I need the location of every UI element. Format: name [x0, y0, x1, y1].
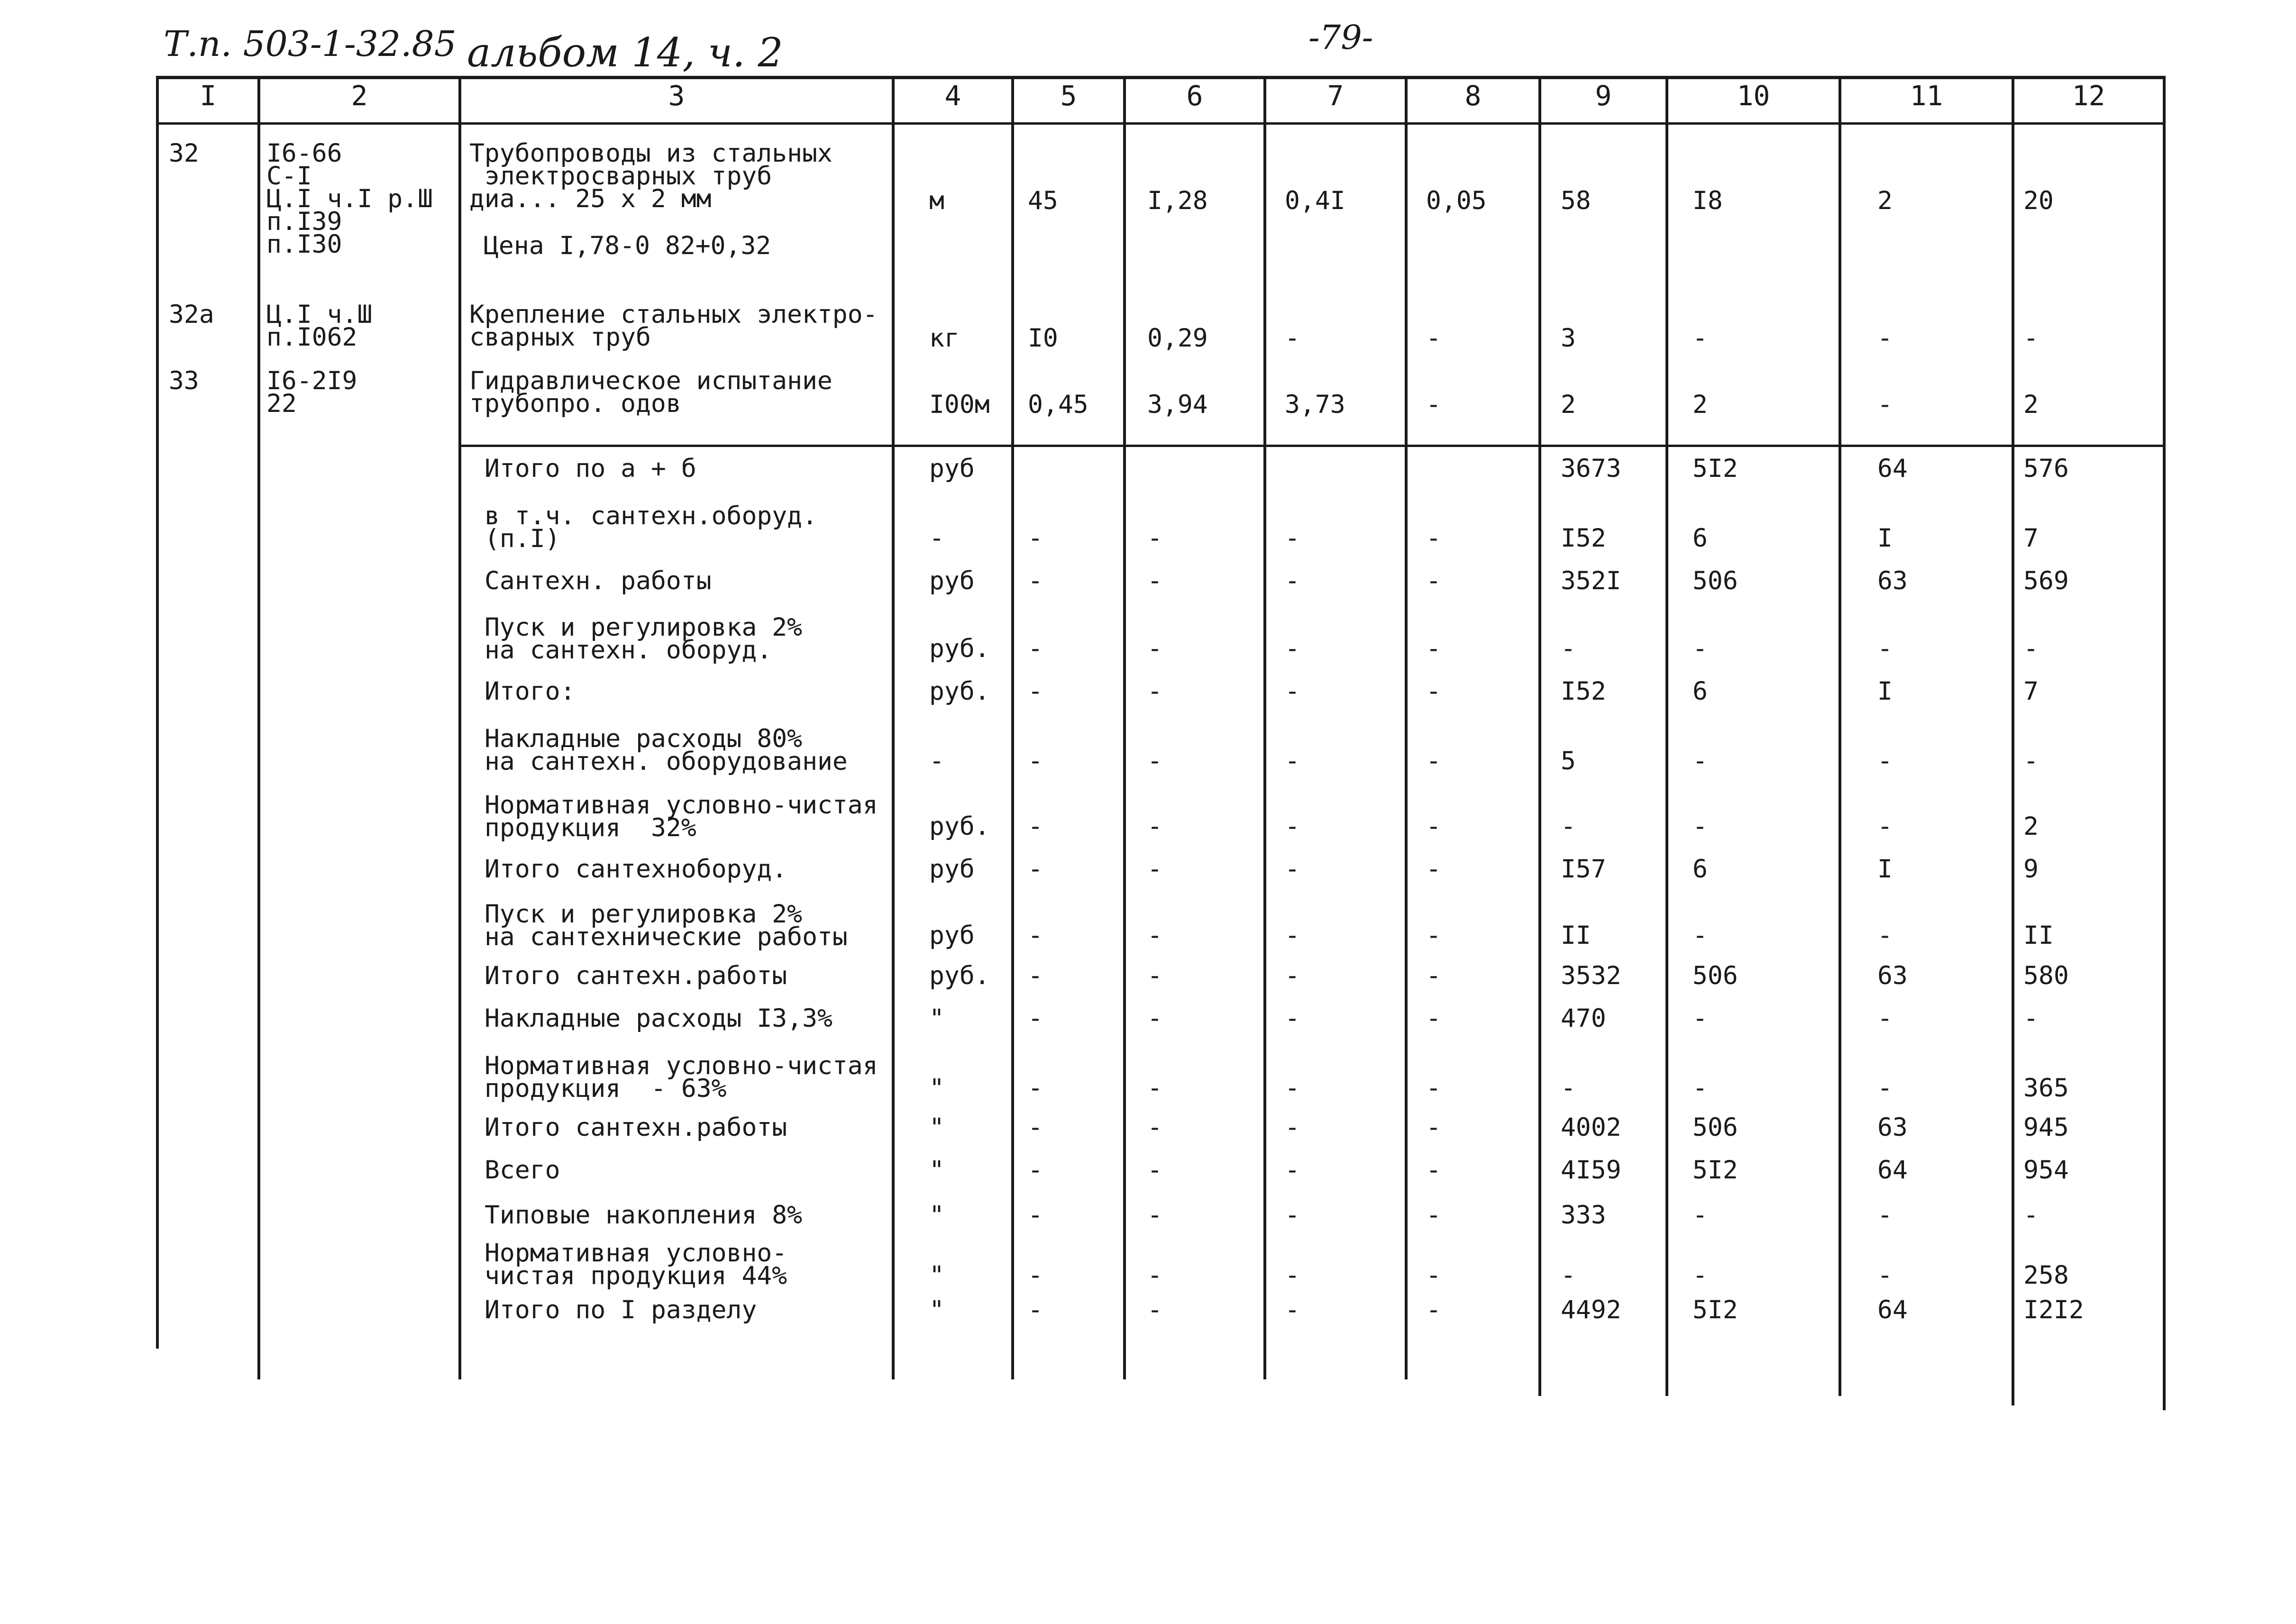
summary-label: Итого: [485, 677, 576, 706]
table-cell: 2 [1692, 390, 1708, 419]
table-cell: 45 [1028, 186, 1058, 215]
table-cell: 506 [1692, 566, 1738, 595]
column-rule [2012, 76, 2014, 1405]
table-cell: 64 [1877, 1296, 1908, 1324]
column-header: I [200, 80, 217, 112]
table-cell: - [1561, 812, 1576, 841]
table-cell: 3673 [1561, 454, 1621, 483]
table-cell: - [1028, 566, 1043, 595]
norm-code: Ц.I ч.Ш п.I062 [266, 300, 373, 352]
column-rule [1839, 76, 1841, 1396]
album-label: альбом 14, ч. 2 [467, 29, 783, 76]
table-cell: " [929, 1156, 944, 1185]
table-cell: - [1028, 677, 1043, 706]
table-cell: - [1147, 1156, 1162, 1185]
table-cell: 4002 [1561, 1113, 1621, 1142]
table-cell: - [1147, 1261, 1162, 1290]
table-cell: - [1692, 1074, 1708, 1103]
table-cell: 6 [1692, 524, 1708, 553]
table-cell: - [1877, 324, 1893, 353]
table-cell: - [1426, 677, 1441, 706]
table-cell: 0,29 [1147, 324, 1208, 353]
summary-label: Итого сантехноборуд. [485, 855, 787, 884]
table-cell: - [1028, 1074, 1043, 1103]
table-cell: 20 [2023, 186, 2054, 215]
summary-label: в т.ч. сантехн.оборуд. (п.I) [485, 502, 817, 553]
column-rule [1538, 76, 1541, 1396]
table-cell: 5I2 [1692, 454, 1738, 483]
table-cell: 576 [2023, 454, 2069, 483]
column-header: 8 [1464, 80, 1482, 112]
table-cell: " [929, 1004, 944, 1033]
norm-code: I6-2I9 22 [266, 366, 357, 418]
table-cell: - [1028, 961, 1043, 990]
table-cell: - [1028, 1004, 1043, 1033]
table-cell: - [1147, 961, 1162, 990]
table-cell: - [1877, 812, 1893, 841]
table-cell: 470 [1561, 1004, 1606, 1033]
table-cell: 3,73 [1285, 390, 1345, 419]
table-cell: - [1285, 634, 1300, 663]
table-cell: - [1877, 1201, 1893, 1230]
table-cell: - [1426, 1296, 1441, 1324]
table-cell: - [1285, 524, 1300, 553]
table-cell: 6 [1692, 855, 1708, 884]
table-cell: - [1147, 524, 1162, 553]
table-cell: - [1692, 324, 1708, 353]
table-cell: I52 [1561, 677, 1606, 706]
table-cell: - [1877, 1261, 1893, 1290]
table-cell: - [1285, 1113, 1300, 1142]
table-cell: - [1028, 634, 1043, 663]
table-cell: руб [929, 566, 975, 595]
table-cell: - [1692, 1201, 1708, 1230]
table-cell: II [2023, 921, 2054, 950]
table-cell: - [1147, 1201, 1162, 1230]
table-cell: I,28 [1147, 186, 1208, 215]
table-cell: - [1028, 1201, 1043, 1230]
summary-label: Типовые накопления 8% [485, 1201, 803, 1230]
table-cell: - [1285, 1156, 1300, 1185]
table-cell: - [1877, 390, 1893, 419]
table-cell: - [1426, 634, 1441, 663]
table-cell: - [1426, 566, 1441, 595]
work-description: Гидравлическое испытание трубопро. одов [469, 366, 832, 418]
table-cell: 2 [2023, 812, 2039, 841]
table-cell: - [1285, 812, 1300, 841]
table-cell: руб [929, 454, 975, 483]
column-header: 6 [1186, 80, 1203, 112]
table-cell: - [1285, 566, 1300, 595]
table-cell: - [1285, 921, 1300, 950]
table-cell: - [1285, 747, 1300, 776]
table-cell: - [1147, 634, 1162, 663]
table-cell: 580 [2023, 961, 2069, 990]
table-cell: 954 [2023, 1156, 2069, 1185]
summary-label: Итого по I разделу [485, 1296, 757, 1324]
table-cell: - [1285, 855, 1300, 884]
column-rule [2163, 76, 2166, 1410]
table-cell: - [1147, 1296, 1162, 1324]
table-cell: - [1028, 1113, 1043, 1142]
table-cell: 63 [1877, 566, 1908, 595]
table-cell: - [1147, 812, 1162, 841]
table-cell: 0,4I [1285, 186, 1345, 215]
summary-label: Итого по а + б [485, 454, 696, 483]
summary-label: Пуск и регулировка 2% на сантехнические работы [485, 900, 848, 951]
summary-label: Накладные расходы I3,3% [485, 1004, 832, 1033]
table-cell: I0 [1028, 324, 1058, 353]
summary-label: Итого сантехн.работы [485, 1113, 787, 1142]
table-cell: - [1285, 1261, 1300, 1290]
table-cell: - [1692, 747, 1708, 776]
document-code: Т.п. 503-1-32.85 [164, 24, 457, 64]
column-rule [257, 76, 260, 1379]
table-cell: - [1692, 812, 1708, 841]
table-cell: - [1561, 1261, 1576, 1290]
table-cell: - [1426, 1156, 1441, 1185]
table-cell: - [1285, 1296, 1300, 1324]
table-cell: м [929, 186, 944, 215]
table-cell: - [1147, 1074, 1162, 1103]
table-cell: 63 [1877, 961, 1908, 990]
column-rule [1405, 76, 1408, 1379]
work-description: Трубопроводы из стальных электросварных труб диа... 25 х 2 мм [469, 139, 832, 213]
work-description: Крепление стальных электро- сварных труб [469, 300, 878, 352]
table-cell: - [1426, 390, 1441, 419]
row-number: 32а [169, 300, 214, 329]
column-rule [458, 76, 461, 1379]
table-cell: - [1877, 747, 1893, 776]
table-cell: 506 [1692, 1113, 1738, 1142]
summary-separator-rule [460, 445, 2164, 447]
table-cell: - [1692, 1261, 1708, 1290]
table-cell: руб. [929, 677, 990, 706]
table-cell: 333 [1561, 1201, 1606, 1230]
table-cell: 9 [2023, 855, 2039, 884]
table-cell: 0,45 [1028, 390, 1089, 419]
table-cell: 365 [2023, 1074, 2069, 1103]
table-cell: - [1426, 747, 1441, 776]
summary-label: Всего [485, 1156, 560, 1185]
table-cell: - [1147, 921, 1162, 950]
table-cell: - [1285, 1201, 1300, 1230]
table-cell: 3 [1561, 324, 1576, 353]
table-cell: - [1877, 921, 1893, 950]
table-cell: 2 [1561, 390, 1576, 419]
table-cell: 4492 [1561, 1296, 1621, 1324]
table-cell: - [1426, 524, 1441, 553]
table-cell: 569 [2023, 566, 2069, 595]
table-cell: I [1877, 677, 1893, 706]
table-cell: - [1426, 1004, 1441, 1033]
norm-code: I6-66 С-I Ц.I ч.I р.Ш п.I39 п.I30 [266, 139, 433, 259]
table-cell: - [1426, 1201, 1441, 1230]
table-cell: - [1692, 921, 1708, 950]
table-cell: - [1028, 1156, 1043, 1185]
table-cell: - [1028, 747, 1043, 776]
table-cell: руб. [929, 961, 990, 990]
table-cell: - [1147, 566, 1162, 595]
table-cell: - [1561, 1074, 1576, 1103]
table-cell: - [1028, 1261, 1043, 1290]
table-cell: руб. [929, 634, 990, 663]
table-cell: - [1147, 855, 1162, 884]
summary-label: Накладные расходы 80% на сантехн. оборудование [485, 724, 848, 776]
summary-label: Нормативная условно-чистая продукция 32% [485, 791, 878, 842]
column-header: 2 [351, 80, 368, 112]
table-cell: 2 [1877, 186, 1893, 215]
table-cell: - [1028, 1296, 1043, 1324]
table-cell: 352I [1561, 566, 1621, 595]
column-header: 4 [944, 80, 961, 112]
table-cell: 5I2 [1692, 1296, 1738, 1324]
column-rule [1123, 76, 1126, 1379]
summary-label: Сантехн. работы [485, 566, 712, 595]
column-header: 9 [1595, 80, 1612, 112]
column-header: 10 [1737, 80, 1770, 112]
table-cell: - [2023, 634, 2039, 663]
table-cell: - [2023, 324, 2039, 353]
summary-label: Пуск и регулировка 2% на сантехн. оборуд. [485, 613, 803, 665]
table-cell: - [1285, 677, 1300, 706]
table-cell: - [1426, 1261, 1441, 1290]
column-header: 12 [2072, 80, 2105, 112]
table-cell: - [1028, 812, 1043, 841]
column-rule [156, 76, 159, 1349]
table-cell: 945 [2023, 1113, 2069, 1142]
column-header: 5 [1060, 80, 1077, 112]
column-rule [1263, 76, 1266, 1379]
table-cell: - [929, 747, 944, 776]
table-cell: 4I59 [1561, 1156, 1621, 1185]
table-cell: 6 [1692, 677, 1708, 706]
table-cell: I2I2 [2023, 1296, 2084, 1324]
table-cell: - [1426, 324, 1441, 353]
table-cell: 258 [2023, 1261, 2069, 1290]
table-cell: - [1028, 524, 1043, 553]
table-cell: - [1692, 634, 1708, 663]
table-cell: 3,94 [1147, 390, 1208, 419]
table-cell: - [1147, 1004, 1162, 1033]
table-cell: 63 [1877, 1113, 1908, 1142]
table-cell: - [1285, 1074, 1300, 1103]
table-cell: - [1426, 1113, 1441, 1142]
table-cell: 5 [1561, 747, 1576, 776]
table-cell: руб. [929, 812, 990, 841]
table-cell: - [1426, 1074, 1441, 1103]
table-cell: руб [929, 855, 975, 884]
table-cell: - [1561, 634, 1576, 663]
table-cell: - [1285, 961, 1300, 990]
table-cell: 0,05 [1426, 186, 1487, 215]
table-cell: " [929, 1261, 944, 1290]
table-cell: - [1285, 1004, 1300, 1033]
table-cell: - [2023, 747, 2039, 776]
table-cell: - [1028, 855, 1043, 884]
table-cell: I57 [1561, 855, 1606, 884]
table-cell: - [1877, 634, 1893, 663]
table-cell: " [929, 1074, 944, 1103]
page-number: -79- [1308, 18, 1373, 57]
table-cell: 5I2 [1692, 1156, 1738, 1185]
row-number: 32 [169, 139, 199, 168]
column-header: 11 [1910, 80, 1943, 112]
table-cell: - [1692, 1004, 1708, 1033]
table-cell: II [1561, 921, 1591, 950]
column-rule [1665, 76, 1668, 1396]
table-cell: " [929, 1201, 944, 1230]
table-cell: " [929, 1113, 944, 1142]
table-cell: 506 [1692, 961, 1738, 990]
column-header: 3 [668, 80, 685, 112]
table-cell: - [1426, 812, 1441, 841]
table-cell: - [1147, 1113, 1162, 1142]
column-rule [892, 76, 895, 1379]
table-cell: 2 [2023, 390, 2039, 419]
table-cell: - [1426, 961, 1441, 990]
table-cell: 58 [1561, 186, 1591, 215]
table-cell: - [1877, 1004, 1893, 1033]
table-cell: - [2023, 1201, 2039, 1230]
table-cell: - [1426, 921, 1441, 950]
row-number: 33 [169, 366, 199, 395]
summary-label: Нормативная условно- чистая продукция 44% [485, 1239, 787, 1290]
table-cell: I52 [1561, 524, 1606, 553]
table-cell: 64 [1877, 454, 1908, 483]
table-cell: кг [929, 324, 960, 353]
table-cell: 3532 [1561, 961, 1621, 990]
table-cell: 64 [1877, 1156, 1908, 1185]
table-cell: - [1147, 677, 1162, 706]
table-cell: - [1426, 855, 1441, 884]
table-cell: - [1285, 324, 1300, 353]
table-cell: руб [929, 921, 975, 950]
table-cell: I [1877, 524, 1893, 553]
price-note: Цена I,78-0 82+0,32 [484, 231, 771, 260]
summary-label: Нормативная условно-чистая продукция - 63% [485, 1051, 878, 1103]
table-cell: 7 [2023, 524, 2039, 553]
table-cell: I8 [1692, 186, 1723, 215]
table-cell: - [1877, 1074, 1893, 1103]
table-cell: - [929, 524, 944, 553]
column-header: 7 [1327, 80, 1344, 112]
table-cell: - [1147, 747, 1162, 776]
table-cell: " [929, 1296, 944, 1324]
table-cell: - [2023, 1004, 2039, 1033]
table-cell: - [1028, 921, 1043, 950]
table-cell: 7 [2023, 677, 2039, 706]
summary-label: Итого сантехн.работы [485, 961, 787, 990]
table-cell: I00м [929, 390, 990, 419]
column-rule [1011, 76, 1014, 1379]
table-cell: I [1877, 855, 1893, 884]
